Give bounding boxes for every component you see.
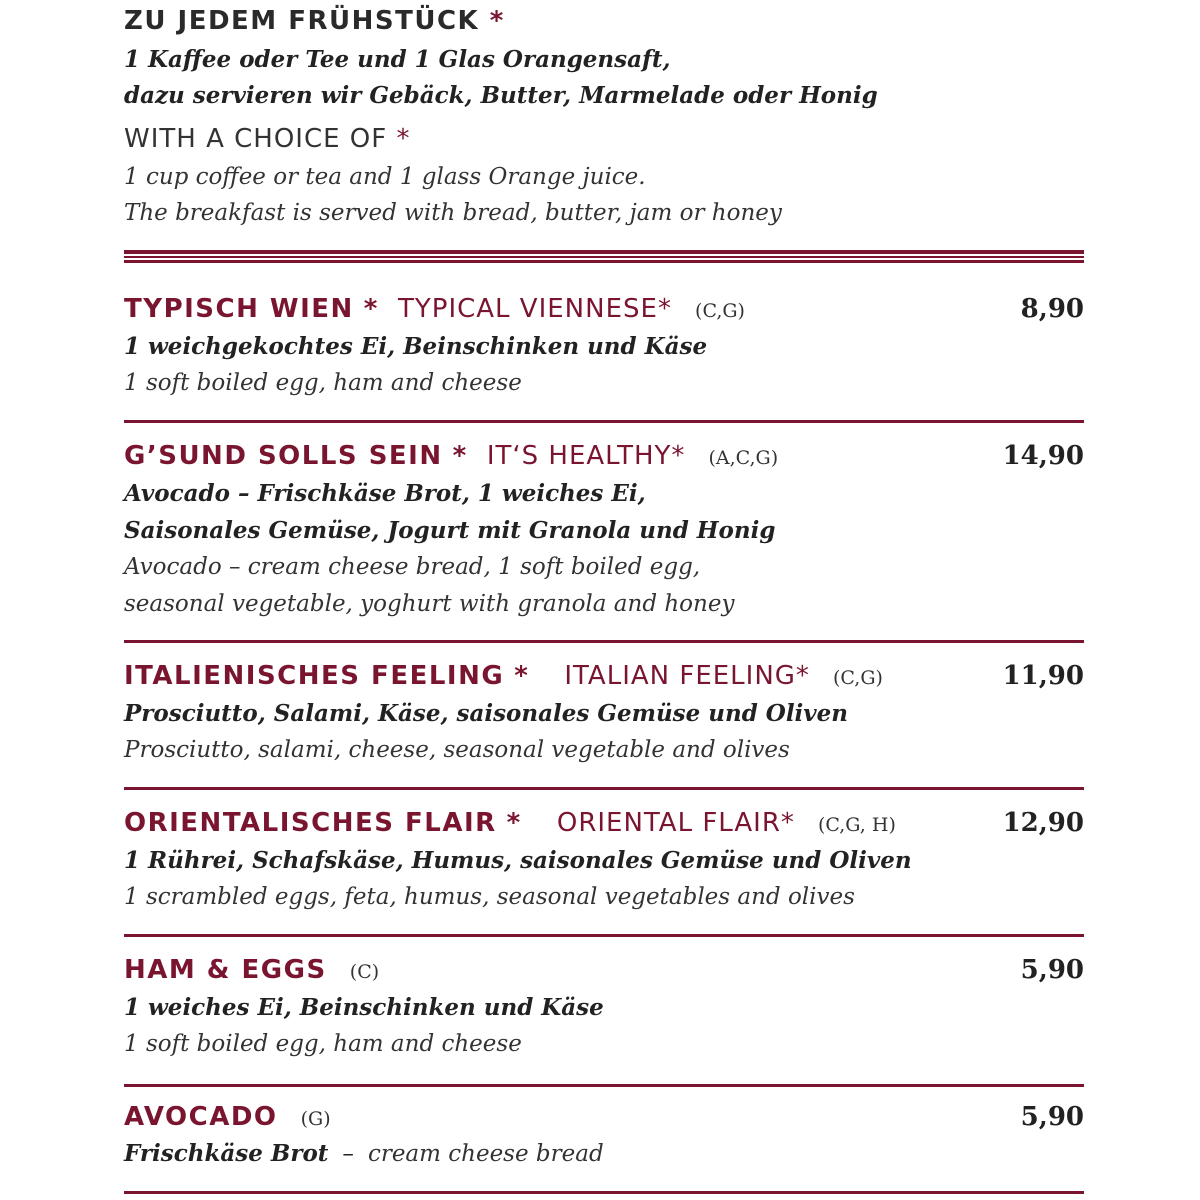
menu-item-orientalisches-flair (124, 808, 1084, 918)
item-desc-de: Frischkäse Brot (124, 1140, 329, 1167)
item-allergens: (G) (300, 1108, 331, 1130)
item-name-de: HAM & EGGS (124, 955, 327, 985)
intro-desc-de-1: 1 Kaffee oder Tee und 1 Glas Orangensaft, (124, 46, 671, 73)
item-desc-de-2: Saisonales Gemüse, Jogurt mit Granola und Honig (124, 517, 776, 544)
item-divider (124, 934, 1084, 937)
item-name-en: ORIENTAL FLAIR* (556, 808, 795, 838)
item-allergens: (C) (349, 961, 380, 983)
item-name-en: TYPICAL VIENNESE* (398, 294, 672, 324)
item-allergens: (C,G) (695, 300, 745, 322)
item-desc-separator: – (342, 1141, 354, 1167)
item-price: 12,90 (1002, 808, 1084, 838)
intro-desc-en-1: 1 cup coffee or tea and 1 glass Orange juice. (124, 164, 646, 190)
item-name-de: TYPISCH WIEN (124, 294, 354, 324)
menu-item-heading (124, 661, 883, 691)
item-allergens: (A,C,G) (708, 447, 779, 469)
item-price: 8,90 (1020, 294, 1084, 324)
item-price: 5,90 (1020, 1102, 1084, 1132)
menu-item-avocado (124, 1102, 1084, 1182)
intro-desc-en-2: The breakfast is served with bread, butter, jam or honey (124, 200, 782, 226)
menu-item-heading (124, 1102, 331, 1132)
item-desc-en-1: Avocado – cream cheese bread, 1 soft boiled egg, (124, 554, 701, 580)
intro-title-en (124, 124, 411, 154)
intro-desc-de-2: dazu servieren wir Gebäck, Butter, Marmelade oder Honig (124, 82, 878, 109)
menu-item-gsund-solls-sein (124, 441, 1084, 631)
item-desc-en: 1 scrambled eggs, feta, humus, seasonal vegetables and olives (124, 884, 855, 910)
item-divider (124, 420, 1084, 423)
menu-item-typisch-wien (124, 294, 1084, 414)
item-divider (124, 787, 1084, 790)
item-desc-de: 1 weichgekochtes Ei, Beinschinken und Käse (124, 333, 708, 360)
menu-item-heading (124, 808, 896, 838)
intro-star: * (489, 6, 505, 36)
item-price: 5,90 (1020, 955, 1084, 985)
intro-en-star: * (396, 124, 411, 154)
item-allergens: (C,G, H) (817, 814, 896, 836)
item-desc-de: Prosciutto, Salami, Käse, saisonales Gemüse und Oliven (124, 700, 849, 727)
item-desc-en-2: seasonal vegetable, yoghurt with granola and honey (124, 591, 735, 617)
item-name-en: IT‘S HEALTHY* (486, 441, 686, 471)
item-allergens: (C,G) (833, 667, 883, 689)
intro-divider (124, 250, 1084, 264)
item-name-en: ITALIAN FEELING* (564, 661, 810, 691)
item-name-de: ITALIENISCHES FEELING (124, 661, 505, 691)
item-price: 11,90 (1002, 661, 1084, 691)
item-star: * (514, 661, 530, 691)
item-desc-en: cream cheese bread (367, 1141, 604, 1167)
menu-item-heading (124, 294, 745, 324)
item-desc-en: 1 soft boiled egg, ham and cheese (124, 1031, 522, 1057)
item-star: * (363, 294, 379, 324)
item-desc-de-1: Avocado – Frischkäse Brot, 1 weiches Ei, (124, 480, 646, 507)
menu-item-heading (124, 955, 379, 985)
item-desc-en: 1 soft boiled egg, ham and cheese (124, 370, 522, 396)
item-divider (124, 1191, 1084, 1194)
item-name-de: AVOCADO (124, 1102, 278, 1132)
menu-item-italienisches-feeling (124, 661, 1084, 771)
item-desc-de: 1 Rührei, Schafskäse, Humus, saisonales Gemüse und Oliven (124, 847, 912, 874)
item-star: * (506, 808, 522, 838)
item-name-de: ORIENTALISCHES FLAIR (124, 808, 497, 838)
item-desc-line (124, 1140, 604, 1167)
intro-title-en-text: WITH A CHOICE OF (124, 124, 388, 154)
intro-title-de: ZU JEDEM FRÜHSTÜCK (124, 6, 480, 36)
menu-item-heading (124, 441, 778, 471)
intro-title (124, 6, 505, 36)
menu-item-ham-and-eggs (124, 955, 1084, 1075)
item-desc-de: 1 weiches Ei, Beinschinken und Käse (124, 994, 604, 1021)
item-divider (124, 640, 1084, 643)
item-divider (124, 1084, 1084, 1087)
item-price: 14,90 (1002, 441, 1084, 471)
item-star: * (452, 441, 468, 471)
item-desc-en: Prosciutto, salami, cheese, seasonal vegetable and olives (124, 737, 790, 763)
item-name-de: G’SUND SOLLS SEIN (124, 441, 443, 471)
